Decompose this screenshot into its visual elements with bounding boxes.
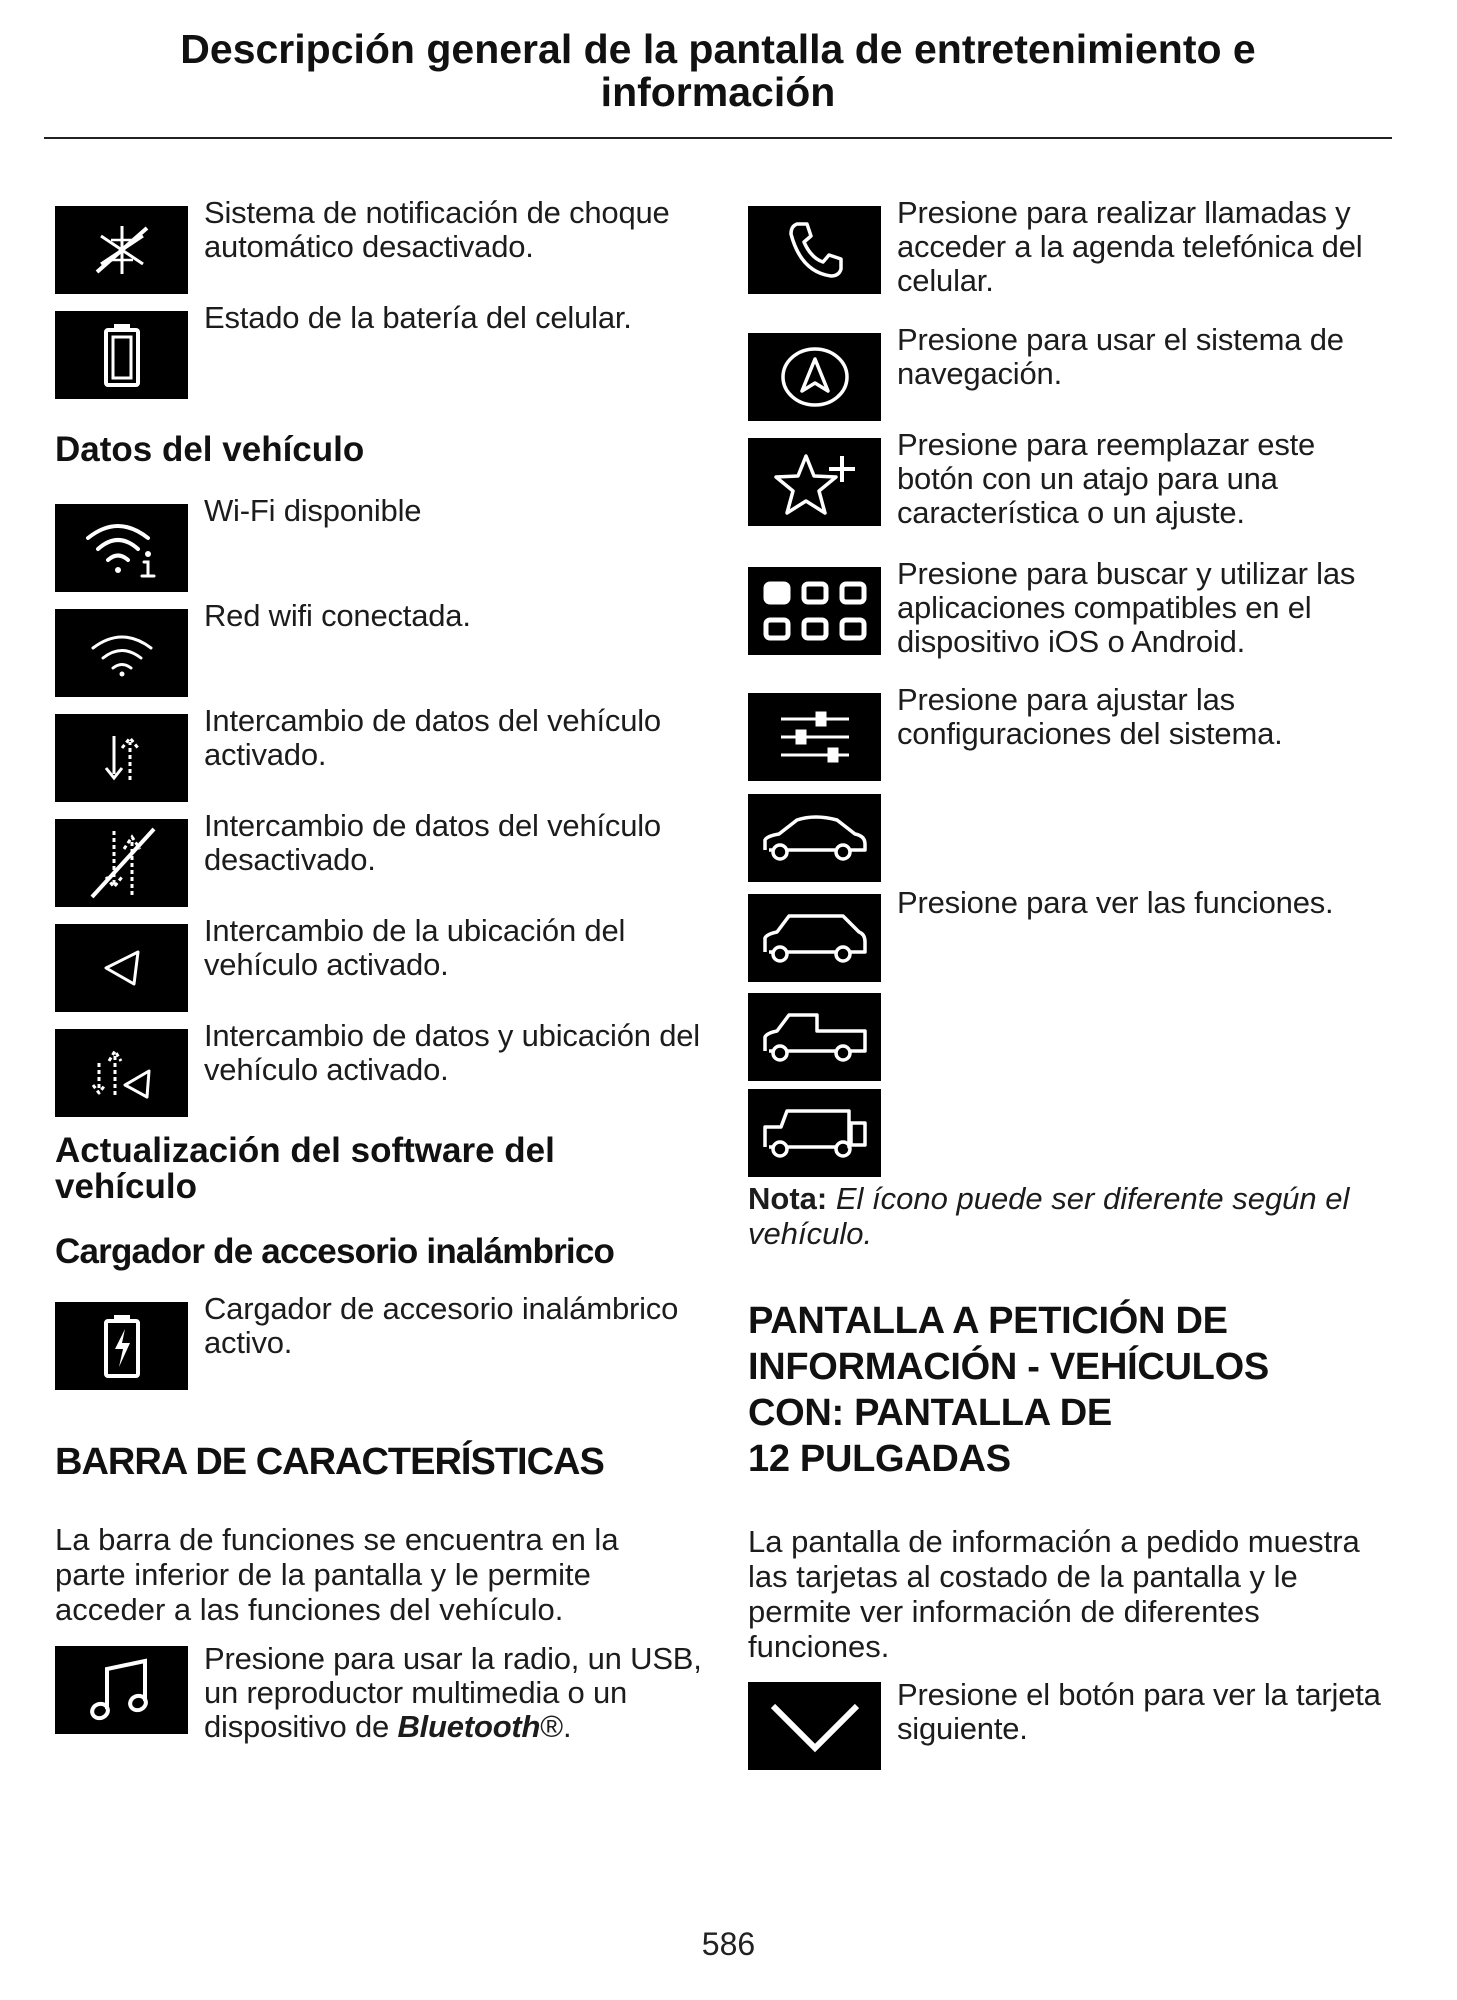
wifi-info-icon	[55, 504, 188, 592]
page-title-line-1: Descripción general de la pantalla de entretenimiento e	[180, 26, 1256, 72]
entry-text: Sistema de notificación de choque automático desactivado.	[204, 195, 670, 264]
audio-text: Presione para usar la radio, un USB, un reproductor multimedia o un dispositivo de	[204, 1641, 702, 1744]
crash-notification-off-icon	[55, 206, 188, 294]
title-divider	[44, 137, 1392, 139]
entry-text: Presione el botón para ver la tarjeta siguiente.	[897, 1677, 1381, 1746]
feature-bar-heading: BARRA DE CARACTERÍSTICAS	[55, 1441, 604, 1483]
entry-text: Presione para buscar y utilizar las aplicaciones compatibles en el dispositivo iOS o Android.	[897, 556, 1356, 659]
page-title-line-2: información	[600, 69, 836, 115]
entry-text: Presione para usar el sistema de navegación.	[897, 322, 1344, 391]
apps-grid-icon	[748, 567, 881, 655]
data-location-exchange-on-icon	[55, 1029, 188, 1117]
entry-text: Presione para ajustar las configuraciones del sistema.	[897, 682, 1283, 751]
pickup-icon	[748, 993, 881, 1081]
note-label: Nota:	[748, 1181, 828, 1216]
music-note-icon	[55, 1646, 188, 1734]
data-exchange-off-icon	[55, 819, 188, 907]
entry-text: Cargador de accesorio inalámbrico activo.	[204, 1291, 679, 1360]
page-number: 586	[701, 1926, 756, 1962]
registered-mark: ®.	[540, 1709, 572, 1744]
sedan-icon	[748, 794, 881, 882]
entry-text: Intercambio de datos y ubicación del vehículo activado.	[204, 1018, 700, 1087]
phone-icon	[748, 206, 881, 294]
entry-text: Intercambio de datos del vehículo desactivado.	[204, 808, 661, 877]
info-heading-line-4: 12 PULGADAS	[748, 1438, 1011, 1480]
entry-text: Presione para reemplazar este botón con un atajo para una característica o un ajuste.	[897, 427, 1316, 530]
data-exchange-on-icon	[55, 714, 188, 802]
note-text: El ícono puede ser diferente según el vehículo.	[748, 1181, 1350, 1251]
wireless-charger-icon	[55, 1302, 188, 1390]
entry-text: Presione para realizar llamadas y acceder a la agenda telefónica del celular.	[897, 195, 1363, 298]
info-heading-line-3: CON: PANTALLA DE	[748, 1392, 1112, 1434]
entry-text: Red wifi conectada.	[204, 598, 471, 633]
star-plus-icon	[748, 438, 881, 526]
note	[748, 1181, 1388, 1251]
entry-text	[204, 1642, 704, 1744]
vehicle-functions-text: Presione para ver las funciones.	[897, 885, 1334, 920]
phone-battery-icon	[55, 311, 188, 399]
entry-text: Intercambio de datos del vehículo activado.	[204, 703, 661, 772]
suv-icon	[748, 894, 881, 982]
info-heading-line-1: PANTALLA A PETICIÓN DE	[748, 1300, 1228, 1342]
settings-sliders-icon	[748, 693, 881, 781]
navigation-icon	[748, 333, 881, 421]
software-update-heading: Actualización del software del vehículo	[55, 1131, 555, 1206]
wifi-connected-icon	[55, 609, 188, 697]
feature-bar-paragraph: La barra de funciones se encuentra en la parte inferior de la pantalla y le permite acceder a las funciones del vehículo.	[55, 1522, 619, 1627]
page-title	[44, 28, 1392, 114]
chevron-down-icon	[748, 1682, 881, 1770]
info-heading-line-2: INFORMACIÓN - VEHÍCULOS	[748, 1346, 1269, 1388]
entry-text: Intercambio de la ubicación del vehículo activado.	[204, 913, 626, 982]
info-screen-heading	[748, 1298, 1388, 1482]
entry-text: Wi-Fi disponible	[204, 493, 422, 528]
jeep-icon	[748, 1089, 881, 1177]
info-screen-paragraph: La pantalla de información a pedido muestra las tarjetas al costado de la pantalla y le permite ver información de diferentes funciones.	[748, 1524, 1360, 1664]
wireless-charger-heading: Cargador de accesorio inalámbrico	[55, 1232, 615, 1271]
bluetooth-brand: Bluetooth	[397, 1709, 541, 1744]
location-exchange-on-icon	[55, 924, 188, 1012]
entry-text: Estado de la batería del celular.	[204, 300, 632, 335]
vehicle-data-heading: Datos del vehículo	[55, 430, 365, 469]
